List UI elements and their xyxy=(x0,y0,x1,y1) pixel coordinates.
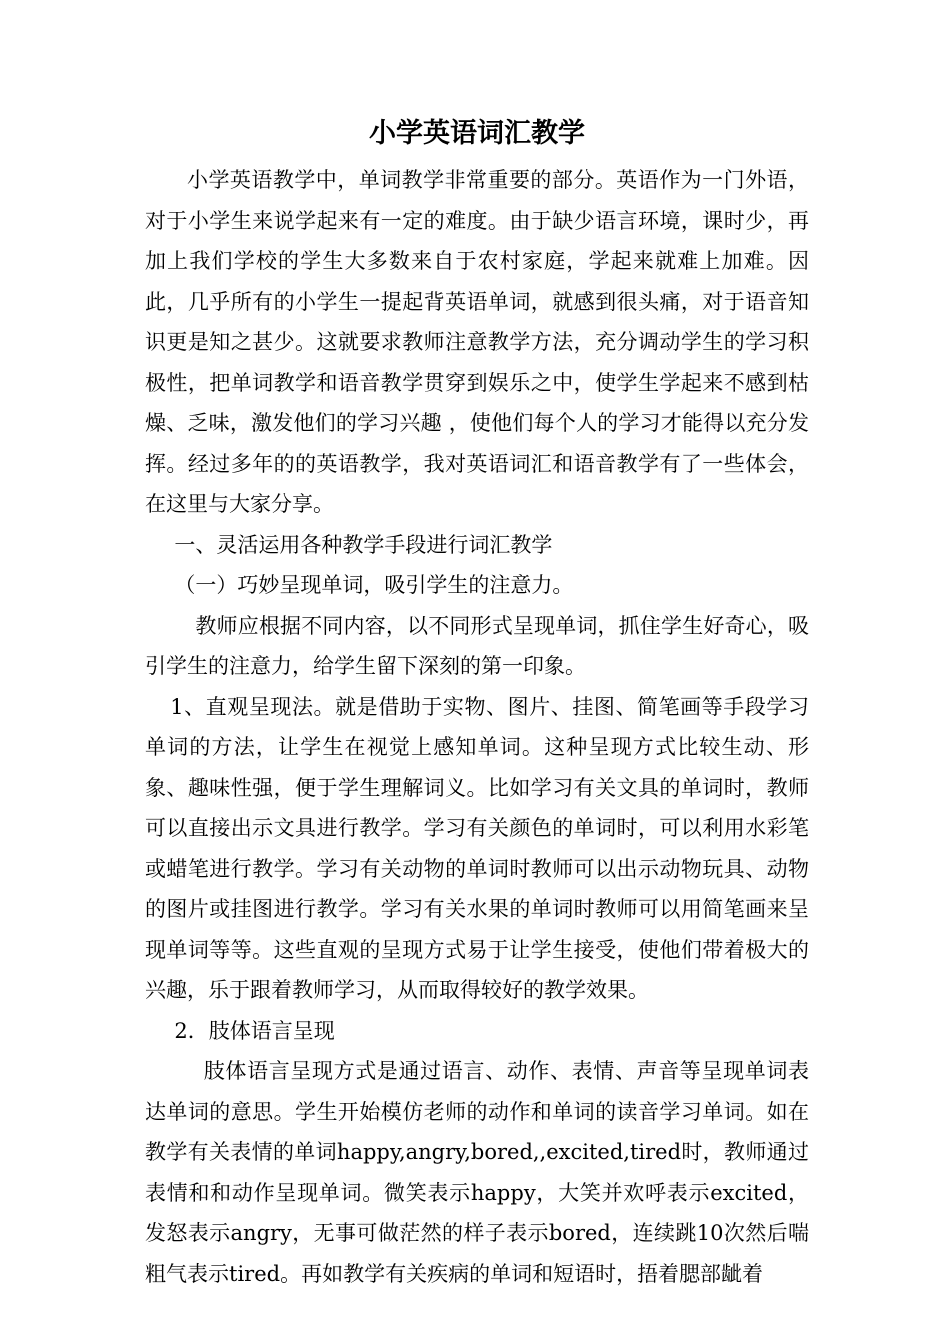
document-title: 小学英语词汇教学 xyxy=(369,118,585,149)
paragraph-method-2: 肢体语言呈现方式是通过语言、动作、表情、声音等呈现单词表达单词的意思。学生开始模仿老师的动作和单词的读音学习单词。如在教学有关表情的单词happy,angry,bored,,excited,tired时，教师通过表情和和动作呈现单词。微笑表示happy，大笑并欢呼表示excited，发怒表示angry，无事可做茫然的样子表示bored，连续跳10次然后喘粗气表示tired。再如教学有关疾病的单词和短语时，捂着腮部龇着 xyxy=(145,1059,809,1286)
paragraph-intro: 小学英语教学中，单词教学非常重要的部分。英语作为一门外语，对于小学生来说学起来有一定的难度。由于缺少语言环境，课时少，再加上我们学校的学生大多数来自于农村家庭，学起来就难上加难。因此，几乎所有的小学生一提起背英语单词，就感到很头痛，对于语音知识更是知之甚少。这就要求教师注意教学方法，充分调动学生的学习积极性，把单词教学和语音教学贯穿到娱乐之中，使学生学起来不感到枯燥、乏味，激发他们的学习兴趣 ，使他们每个人的学习才能得以充分发挥。经过多年的的英语教学，我对英语词汇和语音教学有了一些体会，在这里与大家分享。 xyxy=(145,168,809,516)
paragraph-presentation: 教师应根据不同内容，以不同形式呈现单词，抓住学生好奇心，吸引学生的注意力，给学生留下深刻的第一印象。 xyxy=(145,613,809,678)
document-page xyxy=(145,112,809,1294)
method-heading-2: 2．肢体语言呈现 xyxy=(174,1018,335,1043)
subsection-heading-1: （一）巧妙呈现单词，吸引学生的注意力。 xyxy=(174,573,574,597)
section-heading-1: 一、灵活运用各种教学手段进行词汇教学 xyxy=(174,532,553,557)
paragraph-method-1: 1、直观呈现法。就是借助于实物、图片、挂图、简笔画等手段学习单词的方法，让学生在视觉上感知单词。这种呈现方式比较生动、形象、趣味性强，便于学生理解词义。比如学习有关文具的单词时，教师可以直接出示文具进行教学。学习有关颜色的单词时，可以利用水彩笔或蜡笔进行教学。学习有关动物的单词时教师可以出示动物玩具、动物的图片或挂图进行教学。学习有关水果的单词时教师可以用简笔画来呈现单词等等。这些直观的呈现方式易于让学生接受，使他们带着极大的兴趣，乐于跟着教师学习，从而取得较好的教学效果。 xyxy=(145,694,809,1002)
